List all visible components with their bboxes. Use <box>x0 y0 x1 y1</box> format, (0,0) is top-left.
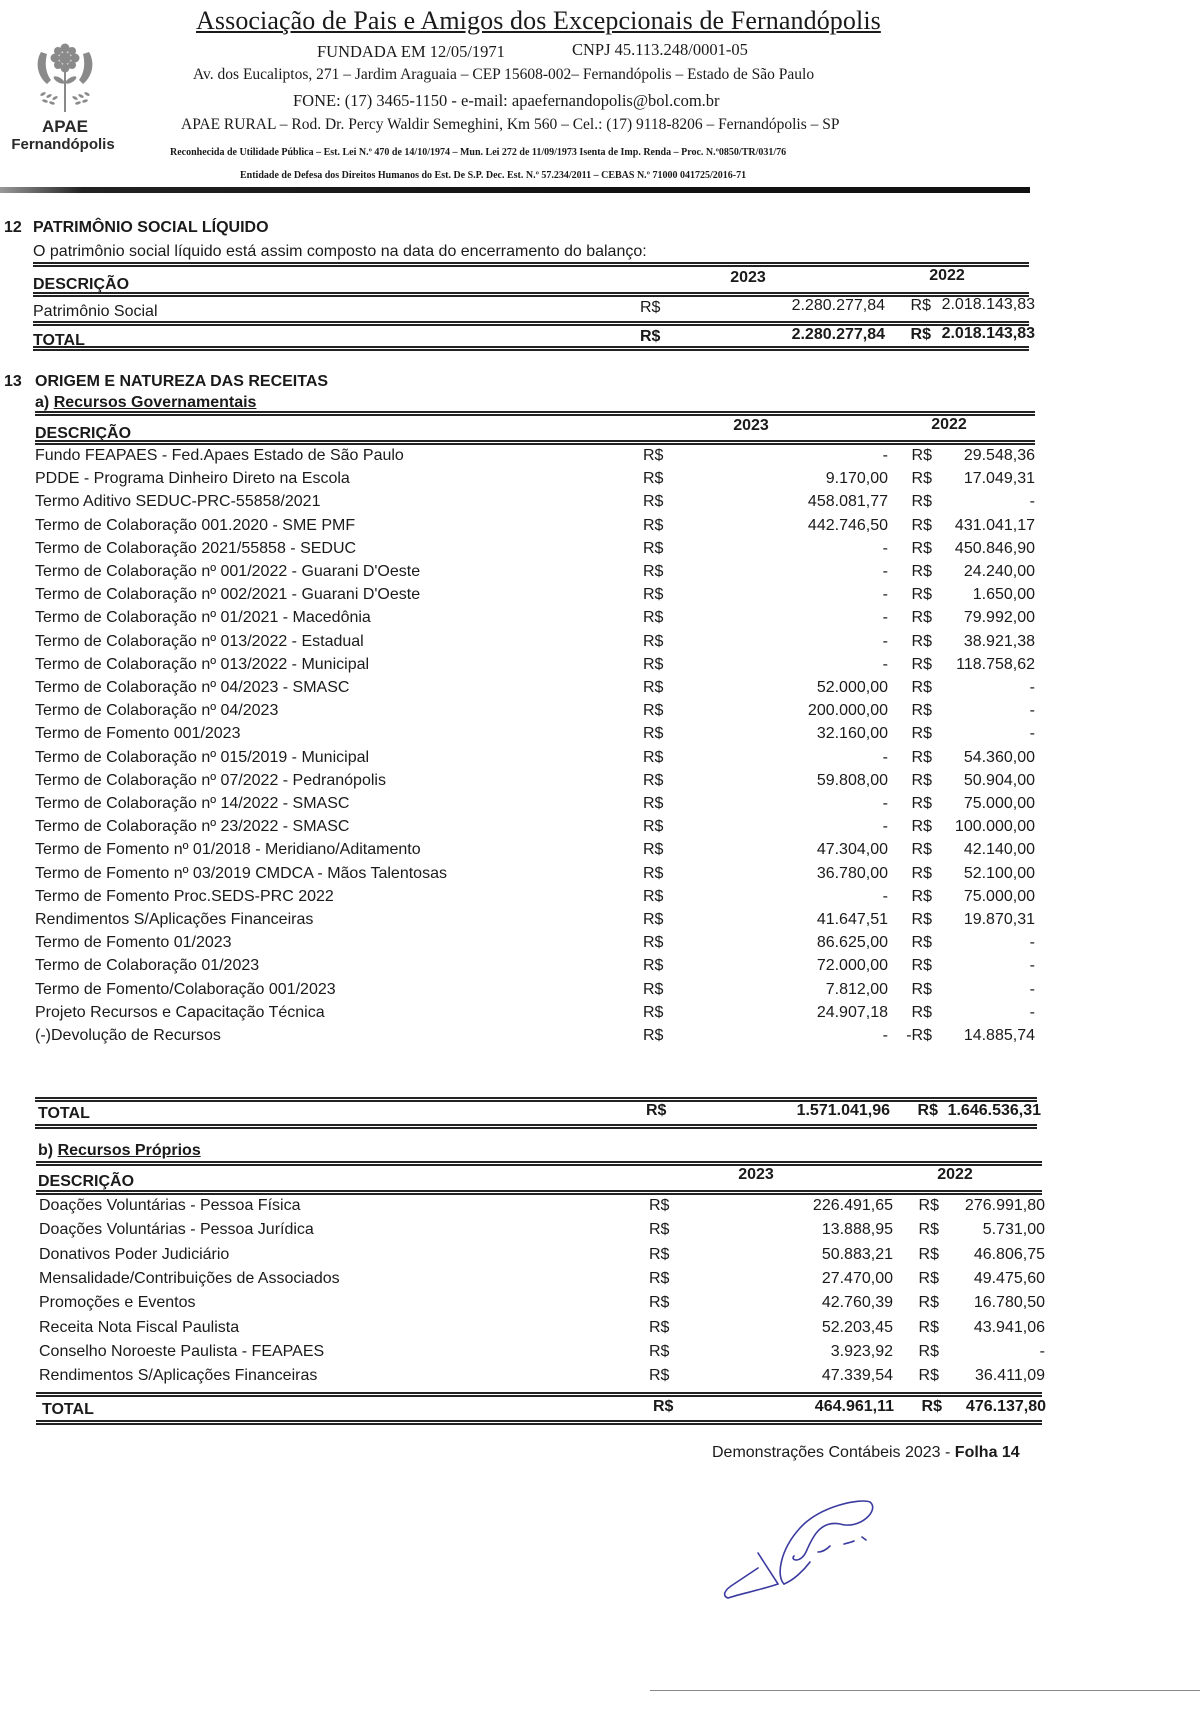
table-row <box>35 586 1035 609</box>
table-rule <box>35 411 1035 416</box>
table-row <box>35 888 1035 911</box>
row-description: Termo de Colaboração nº 07/2022 - Pedranópolis <box>35 771 386 789</box>
table-row <box>35 540 1035 563</box>
currency-2023: R$ <box>649 1245 670 1263</box>
subsection-a-title <box>35 394 256 412</box>
row-description: (-)Devolução de Recursos <box>35 1027 221 1044</box>
total-label: TOTAL <box>33 332 85 349</box>
currency-2023: R$ <box>649 1221 670 1239</box>
value-2023: - <box>882 586 888 604</box>
currency-2022: R$ <box>918 1245 939 1263</box>
row-description: Projeto Recursos e Capacitação Técnica <box>35 1003 325 1021</box>
value-2023: 52.000,00 <box>816 679 888 696</box>
table-row <box>35 795 1035 818</box>
row-description: Termo de Fomento 001/2023 <box>35 725 241 743</box>
value-2022: 2.018.143,83 <box>941 296 1035 313</box>
currency-2022: -R$ <box>906 1027 932 1044</box>
currency-2022: R$ <box>911 470 932 488</box>
table-rule <box>35 1124 1037 1129</box>
value-2022: 450.846,90 <box>954 539 1035 557</box>
total-currency-2023: R$ <box>653 1398 674 1415</box>
table-row <box>35 749 1035 772</box>
column-header-2022: 2022 <box>937 1166 973 1183</box>
currency-2023: R$ <box>643 725 664 743</box>
currency-2022: R$ <box>911 771 932 789</box>
value-2022: 43.941,06 <box>973 1318 1045 1336</box>
value-2023: 27.470,00 <box>821 1269 893 1287</box>
letterhead-divider <box>0 187 1030 193</box>
flower-hands-logo-icon <box>25 38 105 118</box>
currency-2022: R$ <box>911 980 932 998</box>
table-row <box>39 1221 1045 1244</box>
row-description: Termo de Colaboração nº 001/2022 - Guarani D'Oeste <box>35 563 421 580</box>
value-2022: 75.000,00 <box>963 795 1035 812</box>
currency-2022: R$ <box>918 1318 939 1336</box>
value-2023: 442.746,50 <box>807 516 888 534</box>
table-rule <box>36 1420 1042 1425</box>
column-header-2023: 2023 <box>738 1166 774 1183</box>
value-2023: 458.081,77 <box>807 493 888 511</box>
column-header-2023: 2023 <box>730 269 766 286</box>
table-row <box>39 1318 1045 1342</box>
footer-text: Demonstrações Contábeis 2023 - <box>712 1444 955 1461</box>
table-row <box>35 818 1035 841</box>
value-2023: - <box>882 609 888 627</box>
logo-apae-text: APAE <box>42 117 88 136</box>
total-row <box>33 325 1035 355</box>
column-header-description: DESCRIÇÃO <box>35 425 132 442</box>
currency-2023: R$ <box>643 516 664 534</box>
table-rule <box>36 1161 1042 1166</box>
table-row <box>35 517 1035 540</box>
row-description: Termo de Fomento nº 01/2018 - Meridiano/Aditamento <box>35 841 421 859</box>
value-2022: 49.475,60 <box>973 1269 1045 1287</box>
table-row <box>35 609 1035 632</box>
currency-2023: R$ <box>643 864 664 882</box>
currency-2023: R$ <box>649 1294 670 1312</box>
currency-2022: R$ <box>911 539 932 557</box>
row-description: Termo de Colaboração nº 14/2022 - SMASC <box>35 795 350 812</box>
currency-2023: R$ <box>643 539 664 557</box>
organization-title: Associação de Pais e Amigos dos Excepcionais de Fernandópolis <box>196 6 881 35</box>
total-value-2023: 1.571.041,96 <box>796 1102 890 1119</box>
sheet-number: Folha 14 <box>954 1444 1020 1461</box>
table-row <box>35 911 1035 934</box>
table-row <box>39 1342 1045 1366</box>
value-2022: 75.000,00 <box>963 887 1035 905</box>
bottom-edge-line <box>650 1690 1200 1691</box>
value-2023: - <box>882 539 888 557</box>
currency-2022: R$ <box>911 841 932 859</box>
currency-2022: R$ <box>911 748 932 766</box>
table-row <box>35 725 1035 748</box>
currency-2022: R$ <box>911 586 932 604</box>
row-description: Receita Nota Fiscal Paulista <box>39 1318 240 1336</box>
currency-2022: R$ <box>911 655 932 673</box>
row-description: Termo de Colaboração nº 002/2021 - Guarani D'Oeste <box>35 586 421 604</box>
currency-2022: R$ <box>911 702 932 720</box>
row-description: Termo de Fomento nº 03/2019 CMDCA - Mãos Talentosas <box>35 864 447 882</box>
table-row <box>35 772 1035 795</box>
currency-2022: R$ <box>918 1367 939 1385</box>
value-2022: 36.411,09 <box>975 1367 1045 1385</box>
value-2023: - <box>882 447 888 464</box>
value-2022: 118.758,62 <box>956 655 1035 673</box>
total-value-2023: 464.961,11 <box>814 1398 894 1415</box>
currency-2022: R$ <box>910 297 931 314</box>
currency-2023: R$ <box>649 1342 670 1360</box>
currency-2022: R$ <box>911 516 932 534</box>
total-currency-2022: R$ <box>917 1102 938 1119</box>
section-12-number: 12 <box>4 219 22 236</box>
table-row <box>35 702 1035 725</box>
currency-2022: R$ <box>911 725 932 743</box>
currency-2022: R$ <box>911 609 932 627</box>
currency-2022: R$ <box>911 934 932 952</box>
value-2023: 50.883,21 <box>821 1245 893 1263</box>
currency-2023: R$ <box>643 447 664 464</box>
currency-2022: R$ <box>911 864 932 882</box>
value-2022: 29.548,36 <box>963 447 1035 464</box>
table-row <box>35 656 1035 679</box>
currency-2023: R$ <box>643 632 664 650</box>
page-footer <box>712 1444 1020 1462</box>
currency-2023: R$ <box>643 771 664 789</box>
currency-2023: R$ <box>643 609 664 627</box>
value-2023: 72.000,00 <box>816 957 888 975</box>
value-2023: 86.625,00 <box>816 934 888 952</box>
value-2022: 54.360,00 <box>963 748 1035 766</box>
value-2022: 42.140,00 <box>963 841 1035 859</box>
value-2022: - <box>1029 493 1035 511</box>
value-2023: 13.888,95 <box>821 1221 893 1239</box>
value-2022: 24.240,00 <box>963 563 1035 580</box>
row-description: Termo de Colaboração nº 015/2019 - Municipal <box>35 748 370 766</box>
value-2023: 42.760,39 <box>821 1294 893 1312</box>
value-2023: 36.780,00 <box>816 864 888 882</box>
currency-2023: R$ <box>643 957 664 975</box>
value-2022: 431.041,17 <box>954 516 1035 534</box>
value-2023: 47.339,54 <box>821 1367 893 1385</box>
table-rule <box>33 346 1029 351</box>
table-row <box>35 1027 1035 1050</box>
value-2022: - <box>1029 679 1035 696</box>
value-2023: 32.160,00 <box>816 725 888 743</box>
value-2022: 17.049,31 <box>963 470 1035 488</box>
column-header-2022: 2022 <box>931 416 967 433</box>
total-currency-2022: R$ <box>921 1398 942 1415</box>
total-value-2023: 2.280.277,84 <box>791 326 885 343</box>
column-header-2023: 2023 <box>733 417 769 434</box>
rural-address: APAE RURAL – Rod. Dr. Percy Waldir Semeghini, Km 560 – Cel.: (17) 9118-8206 – Fernandópolis – SP <box>181 116 840 133</box>
currency-2023: R$ <box>649 1197 670 1214</box>
table-row <box>35 865 1035 888</box>
row-description: PDDE - Programa Dinheiro Direto na Escola <box>35 470 350 488</box>
value-2022: - <box>1029 702 1035 720</box>
table-row <box>39 1245 1045 1269</box>
section-12-intro: O patrimônio social líquido está assim composto na data do encerramento do balanço: <box>33 243 647 260</box>
row-description: Mensalidade/Contribuições de Associados <box>39 1269 340 1287</box>
currency-2023: R$ <box>643 980 664 998</box>
apae-logo <box>0 38 130 153</box>
value-2022: - <box>1029 957 1035 975</box>
value-2023: 2.280.277,84 <box>791 297 885 314</box>
table-row <box>35 470 1035 493</box>
value-2023: 9.170,00 <box>825 470 888 488</box>
table-row <box>39 1294 1045 1317</box>
total-currency-2023: R$ <box>646 1102 667 1119</box>
table-row <box>35 934 1035 957</box>
currency-2023: R$ <box>649 1269 670 1287</box>
row-description: Promoções e Eventos <box>39 1294 196 1312</box>
row-description: Donativos Poder Judiciário <box>39 1245 230 1263</box>
currency-2023: R$ <box>643 1027 664 1044</box>
currency-2023: R$ <box>643 655 664 673</box>
founded-date: FUNDADA EM 12/05/1971 <box>317 42 505 61</box>
currency-2023: R$ <box>643 493 664 511</box>
currency-2022: R$ <box>911 911 932 928</box>
value-2023: - <box>882 818 888 836</box>
value-2023: - <box>882 563 888 580</box>
currency-2023: R$ <box>649 1318 670 1336</box>
row-description: Termo de Colaboração nº 01/2021 - Macedônia <box>35 609 371 627</box>
subsection-b-title <box>38 1142 201 1160</box>
section-13-number: 13 <box>4 373 22 390</box>
value-2022: 5.731,00 <box>982 1221 1045 1239</box>
subsection-a-name: Recursos Governamentais <box>53 394 257 411</box>
currency-2022: R$ <box>911 493 932 511</box>
table-row <box>35 981 1035 1004</box>
total-value-2022: 1.646.536,31 <box>947 1102 1041 1119</box>
value-2022: - <box>1039 1342 1045 1360</box>
currency-2022: R$ <box>911 1003 932 1021</box>
signature-icon <box>720 1490 940 1640</box>
currency-2022: R$ <box>918 1221 939 1239</box>
value-2022: 19.870,31 <box>963 911 1035 928</box>
value-2022: 50.904,00 <box>963 771 1035 789</box>
table-rule <box>35 440 1035 445</box>
table-row <box>35 447 1035 470</box>
value-2023: - <box>882 632 888 650</box>
value-2022: 276.991,80 <box>964 1197 1045 1214</box>
row-description: Termo de Colaboração 2021/55858 - SEDUC <box>35 539 357 557</box>
total-currency-2022: R$ <box>910 326 931 343</box>
total-label: TOTAL <box>42 1401 94 1418</box>
value-2023: - <box>882 887 888 905</box>
value-2023: 200.000,00 <box>807 702 888 720</box>
row-description: Doações Voluntárias - Pessoa Física <box>39 1197 301 1214</box>
currency-2023: R$ <box>643 818 664 836</box>
row-description: Termo de Fomento Proc.SEDS-PRC 2022 <box>35 887 334 905</box>
currency-2023: R$ <box>649 1367 670 1385</box>
recognition-text: Reconhecida de Utilidade Pública – Est. Lei N.º 470 de 14/10/1974 – Mun. Lei 272 de 11/09/1973 Isenta de Imp. Renda – Proc. N.º0850/TR/031/76 <box>170 147 787 158</box>
value-2023: 7.812,00 <box>825 980 888 998</box>
subsection-b-prefix: b) <box>38 1142 54 1159</box>
row-description: Termo de Fomento 01/2023 <box>35 934 232 952</box>
value-2022: 79.992,00 <box>963 609 1035 627</box>
currency-2023: R$ <box>643 934 664 952</box>
row-description: Termo de Colaboração nº 013/2022 - Estadual <box>35 632 364 650</box>
value-2023: 52.203,45 <box>821 1318 893 1336</box>
table-row <box>39 1269 1045 1293</box>
currency-2022: R$ <box>911 447 932 464</box>
table-row <box>39 1197 1045 1220</box>
value-2023: 3.923,92 <box>830 1342 893 1360</box>
currency-2022: R$ <box>918 1294 939 1312</box>
subsection-a-prefix: a) <box>35 394 50 411</box>
currency-2022: R$ <box>918 1269 939 1287</box>
value-2023: - <box>882 655 888 673</box>
table-rule <box>33 262 1029 267</box>
column-header-description: DESCRIÇÃO <box>33 276 130 293</box>
row-description: Patrimônio Social <box>33 303 158 320</box>
table-rule <box>36 1392 1042 1397</box>
currency-2023: R$ <box>643 748 664 766</box>
subsection-b-name: Recursos Próprios <box>57 1142 201 1159</box>
value-2022: - <box>1029 1003 1035 1021</box>
value-2022: 100.000,00 <box>954 818 1035 836</box>
value-2023: - <box>882 748 888 766</box>
table-row <box>35 957 1035 980</box>
value-2022: 46.806,75 <box>973 1245 1045 1263</box>
value-2022: 38.921,38 <box>963 632 1035 650</box>
row-description: Doações Voluntárias - Pessoa Jurídica <box>39 1221 314 1239</box>
address: Av. dos Eucaliptos, 271 – Jardim Araguaia – CEP 15608-002– Fernandópolis – Estado de São Paulo <box>193 66 815 83</box>
currency-2023: R$ <box>643 841 664 859</box>
currency-2022: R$ <box>918 1342 939 1360</box>
currency-2022: R$ <box>911 887 932 905</box>
table-row <box>39 1367 1045 1390</box>
currency-2023: R$ <box>643 1003 664 1021</box>
row-description: Fundo FEAPAES - Fed.Apaes Estado de São Paulo <box>35 447 404 464</box>
row-description: Termo de Colaboração nº 013/2022 - Municipal <box>35 655 370 673</box>
value-2023: - <box>882 1027 888 1044</box>
currency-2023: R$ <box>643 679 664 696</box>
currency-2022: R$ <box>911 563 932 580</box>
table-row <box>35 679 1035 702</box>
section-12-title: PATRIMÔNIO SOCIAL LÍQUIDO <box>33 219 269 236</box>
column-header-2022: 2022 <box>929 267 965 284</box>
total-label: TOTAL <box>38 1105 90 1122</box>
value-2023: 226.491,65 <box>812 1197 893 1214</box>
value-2022: 52.100,00 <box>963 864 1035 882</box>
table-row <box>35 633 1035 656</box>
value-2022: 16.780,50 <box>973 1294 1045 1312</box>
value-2022: - <box>1029 725 1035 743</box>
total-value-2022: 2.018.143,83 <box>941 325 1035 342</box>
currency-2023: R$ <box>643 795 664 812</box>
value-2023: - <box>882 795 888 812</box>
entity-text: Entidade de Defesa dos Direitos Humanos do Est. De S.P. Dec. Est. N.º 57.234/2011 – CEBAS N.º 71000 041725/2016-71 <box>240 170 747 181</box>
value-2022: - <box>1029 934 1035 952</box>
table-rule <box>36 1190 1042 1195</box>
table-row <box>35 841 1035 864</box>
total-value-2022: 476.137,80 <box>965 1398 1046 1415</box>
row-description: Rendimentos S/Aplicações Financeiras <box>39 1367 318 1385</box>
row-description: Conselho Noroeste Paulista - FEAPAES <box>39 1342 325 1360</box>
row-description: Termo de Colaboração nº 04/2023 <box>35 702 279 720</box>
row-description: Termo de Colaboração 001.2020 - SME PMF <box>35 516 356 534</box>
row-description: Termo de Fomento/Colaboração 001/2023 <box>35 980 336 998</box>
value-2022: 1.650,00 <box>972 586 1035 604</box>
value-2023: 47.304,00 <box>816 841 888 859</box>
row-description: Termo de Colaboração 01/2023 <box>35 957 260 975</box>
value-2023: 41.647,51 <box>816 911 888 928</box>
currency-2023: R$ <box>643 563 664 580</box>
currency-2022: R$ <box>911 679 932 696</box>
value-2022: - <box>1029 980 1035 998</box>
currency-2023: R$ <box>643 911 664 928</box>
value-2023: 24.907,18 <box>816 1003 888 1021</box>
currency-2022: R$ <box>911 957 932 975</box>
currency-2023: R$ <box>643 470 664 488</box>
total-currency-2023: R$ <box>640 328 661 345</box>
contact-info: FONE: (17) 3465-1150 - e-mail: apaefernandopolis@bol.com.br <box>293 91 720 110</box>
table-row <box>35 563 1035 586</box>
column-header-description: DESCRIÇÃO <box>38 1173 135 1190</box>
currency-2023: R$ <box>643 887 664 905</box>
currency-2023: R$ <box>643 586 664 604</box>
currency-2022: R$ <box>918 1197 939 1214</box>
currency-2023: R$ <box>643 702 664 720</box>
row-description: Termo de Colaboração nº 04/2023 - SMASC <box>35 679 350 696</box>
currency-2022: R$ <box>911 632 932 650</box>
row-description: Termo Aditivo SEDUC-PRC-55858/2021 <box>35 493 321 511</box>
table-row <box>35 493 1035 516</box>
logo-city-text: Fernandópolis <box>11 136 115 153</box>
row-description: Termo de Colaboração nº 23/2022 - SMASC <box>35 818 350 836</box>
currency-2022: R$ <box>911 795 932 812</box>
section-13-title: ORIGEM E NATUREZA DAS RECEITAS <box>35 373 329 390</box>
currency-2022: R$ <box>911 818 932 836</box>
value-2022: 14.885,74 <box>963 1027 1035 1044</box>
table-row <box>35 1004 1035 1027</box>
row-description: Rendimentos S/Aplicações Financeiras <box>35 911 314 928</box>
currency-2023: R$ <box>640 299 661 316</box>
value-2023: 59.808,00 <box>816 771 888 789</box>
cnpj: CNPJ 45.113.248/0001-05 <box>572 40 748 59</box>
